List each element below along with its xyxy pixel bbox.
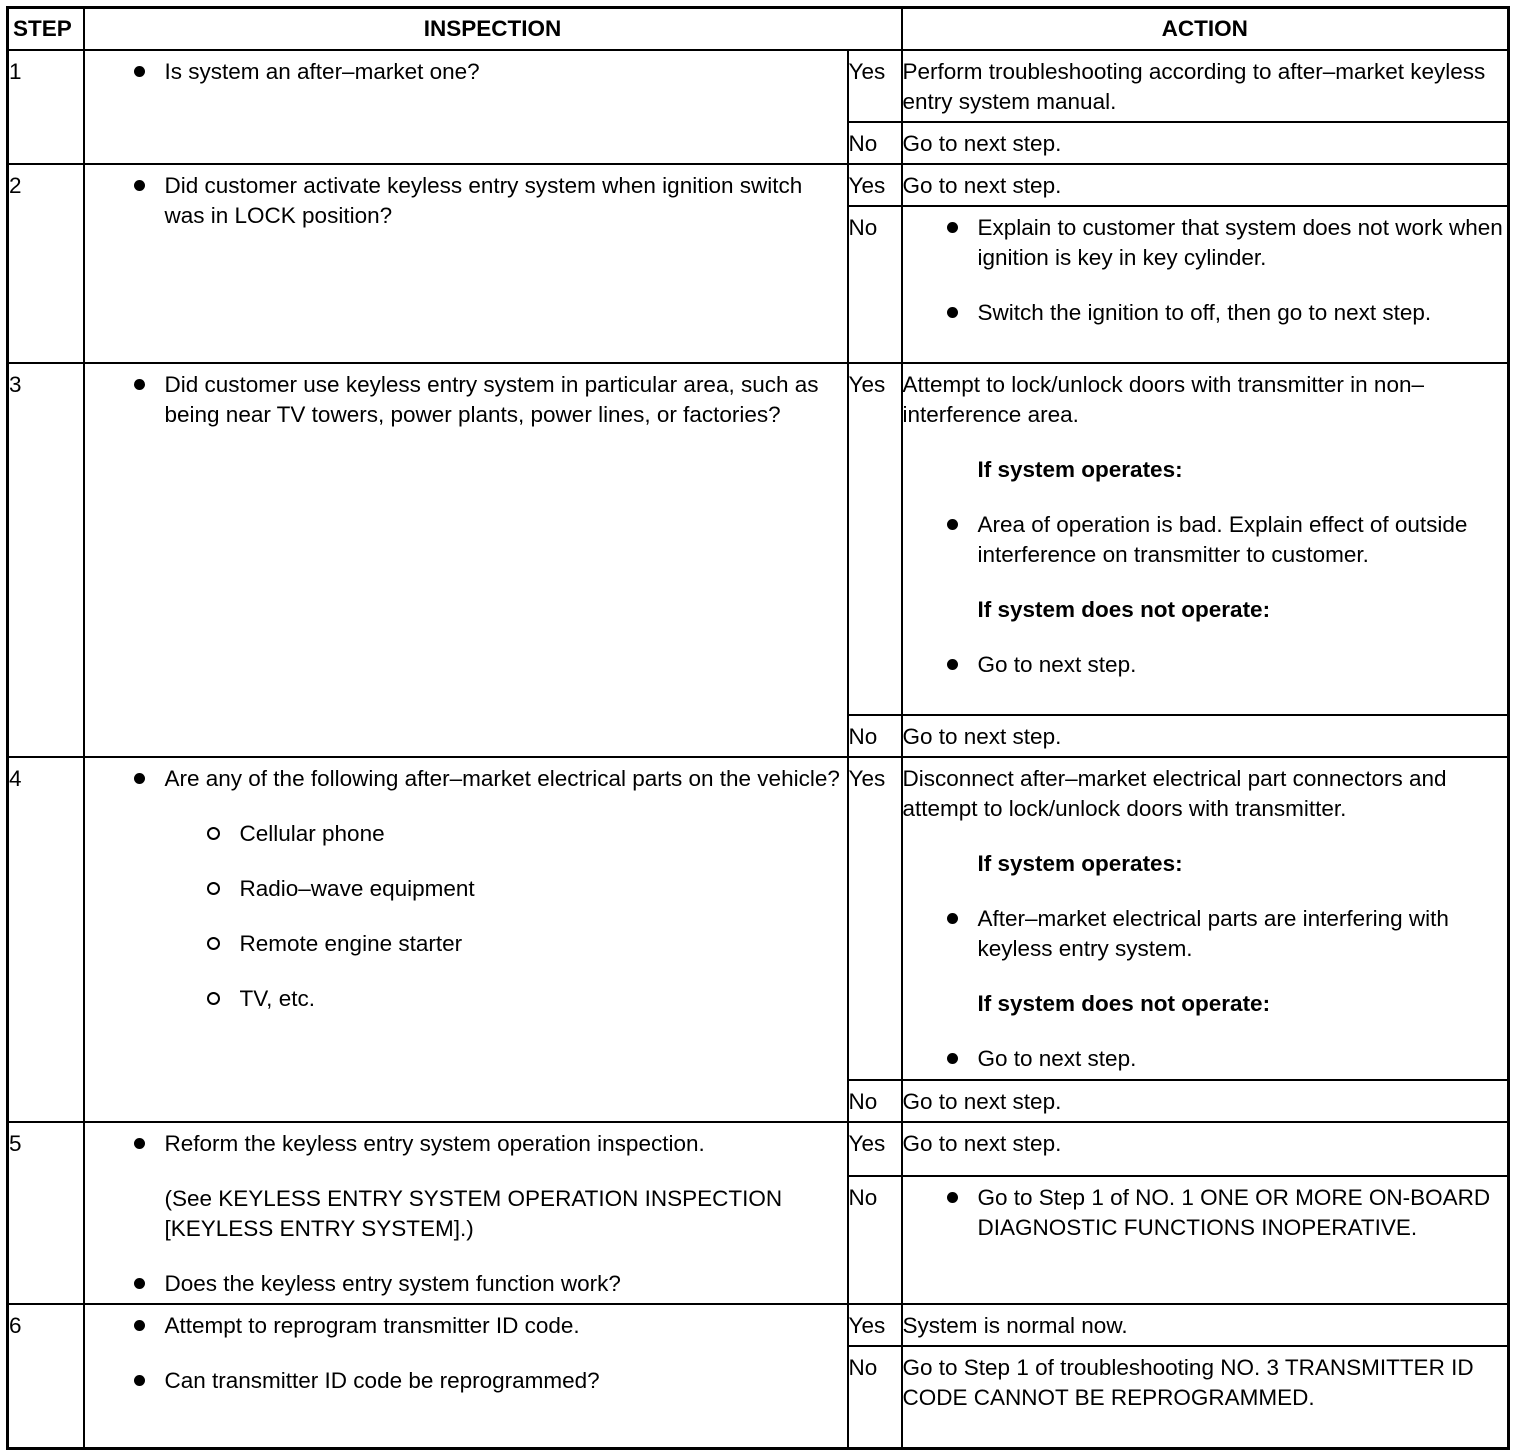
action-item: Area of operation is bad. Explain effect of outside interference on transmitter to customer. — [903, 510, 1508, 570]
yes-action: Go to next step. — [902, 1122, 1509, 1176]
step-number: 4 — [8, 757, 84, 1122]
inspection-cell — [84, 1122, 848, 1304]
no-label: No — [848, 1176, 902, 1304]
inspection-item: Reform the keyless entry system operation inspection. — [85, 1129, 847, 1159]
no-label: No — [848, 1346, 902, 1449]
inspection-item: Is system an after–market one? — [85, 57, 847, 87]
yes-label: Yes — [848, 164, 902, 206]
inspection-cell — [84, 757, 848, 1122]
no-action — [902, 206, 1509, 363]
step-number: 6 — [8, 1304, 84, 1449]
step-number: 2 — [8, 164, 84, 363]
action-intro: Attempt to lock/unlock doors with transmitter in non–interference area. — [902, 371, 1424, 427]
table-row — [8, 363, 1509, 715]
no-label: No — [848, 1080, 902, 1122]
yes-action: Perform troubleshooting according to after–market keyless entry system manual. — [902, 50, 1509, 122]
no-action: Go to Step 1 of troubleshooting NO. 3 TRANSMITTER ID CODE CANNOT BE REPROGRAMMED. — [902, 1346, 1509, 1449]
part-item: Remote engine starter — [85, 929, 847, 959]
no-action: Go to next step. — [902, 122, 1509, 164]
yes-action — [902, 757, 1509, 1080]
table-row — [8, 1122, 1509, 1176]
no-label: No — [848, 206, 902, 363]
action-item: Go to Step 1 of NO. 1 ONE OR MORE ON-BOARD DIAGNOSTIC FUNCTIONS INOPERATIVE. — [903, 1183, 1508, 1243]
inspection-item: Are any of the following after–market electrical parts on the vehicle? — [85, 764, 847, 794]
part-item: Cellular phone — [85, 819, 847, 849]
no-action: Go to next step. — [902, 715, 1509, 757]
yes-label: Yes — [848, 1122, 902, 1176]
action-item: Go to next step. — [903, 650, 1508, 680]
inspection-item: Did customer activate keyless entry system when ignition switch was in LOCK position? — [85, 171, 847, 231]
inspection-note: (See KEYLESS ENTRY SYSTEM OPERATION INSPECTION [KEYLESS ENTRY SYSTEM].) — [164, 1185, 783, 1241]
inspection-item: Can transmitter ID code be reprogrammed? — [85, 1366, 847, 1396]
step-header: STEP — [8, 8, 84, 50]
action-intro: Disconnect after–market electrical part connectors and attempt to lock/unlock doors with transmitter. — [902, 765, 1447, 821]
table-row — [8, 164, 1509, 206]
part-item: Radio–wave equipment — [85, 874, 847, 904]
no-action: Go to next step. — [902, 1080, 1509, 1122]
part-item: TV, etc. — [85, 984, 847, 1014]
yes-label: Yes — [848, 363, 902, 715]
step-number: 5 — [8, 1122, 84, 1304]
header-row — [8, 8, 1509, 50]
table-row — [8, 1304, 1509, 1346]
no-label: No — [848, 715, 902, 757]
yes-action: Go to next step. — [902, 164, 1509, 206]
yes-action: System is normal now. — [902, 1304, 1509, 1346]
condition-heading: If system operates: — [977, 456, 1183, 482]
step-number: 1 — [8, 50, 84, 164]
condition-heading: If system does not operate: — [977, 990, 1271, 1016]
inspection-cell — [84, 363, 848, 757]
table-row — [8, 757, 1509, 1080]
action-item: Go to next step. — [903, 1044, 1508, 1074]
step-number: 3 — [8, 363, 84, 757]
action-header: ACTION — [902, 8, 1509, 50]
no-action — [902, 1176, 1509, 1304]
inspection-cell — [84, 164, 848, 363]
condition-heading: If system does not operate: — [977, 596, 1271, 622]
inspection-item: Does the keyless entry system function work? — [85, 1269, 847, 1299]
troubleshooting-table — [6, 6, 1510, 1450]
inspection-header: INSPECTION — [84, 8, 902, 50]
inspection-cell — [84, 50, 848, 164]
yes-label: Yes — [848, 50, 902, 122]
condition-heading: If system operates: — [977, 850, 1183, 876]
yes-label: Yes — [848, 1304, 902, 1346]
action-item: Switch the ignition to off, then go to next step. — [903, 298, 1508, 328]
yes-label: Yes — [848, 757, 902, 1080]
no-label: No — [848, 122, 902, 164]
action-item: After–market electrical parts are interfering with keyless entry system. — [903, 904, 1508, 964]
inspection-item: Did customer use keyless entry system in particular area, such as being near TV towers, power plants, power lines, or factories? — [85, 370, 847, 430]
action-item: Explain to customer that system does not work when ignition is key in key cylinder. — [903, 213, 1508, 273]
table-row — [8, 50, 1509, 122]
inspection-item: Attempt to reprogram transmitter ID code. — [85, 1311, 847, 1341]
yes-action — [902, 363, 1509, 715]
inspection-cell — [84, 1304, 848, 1449]
